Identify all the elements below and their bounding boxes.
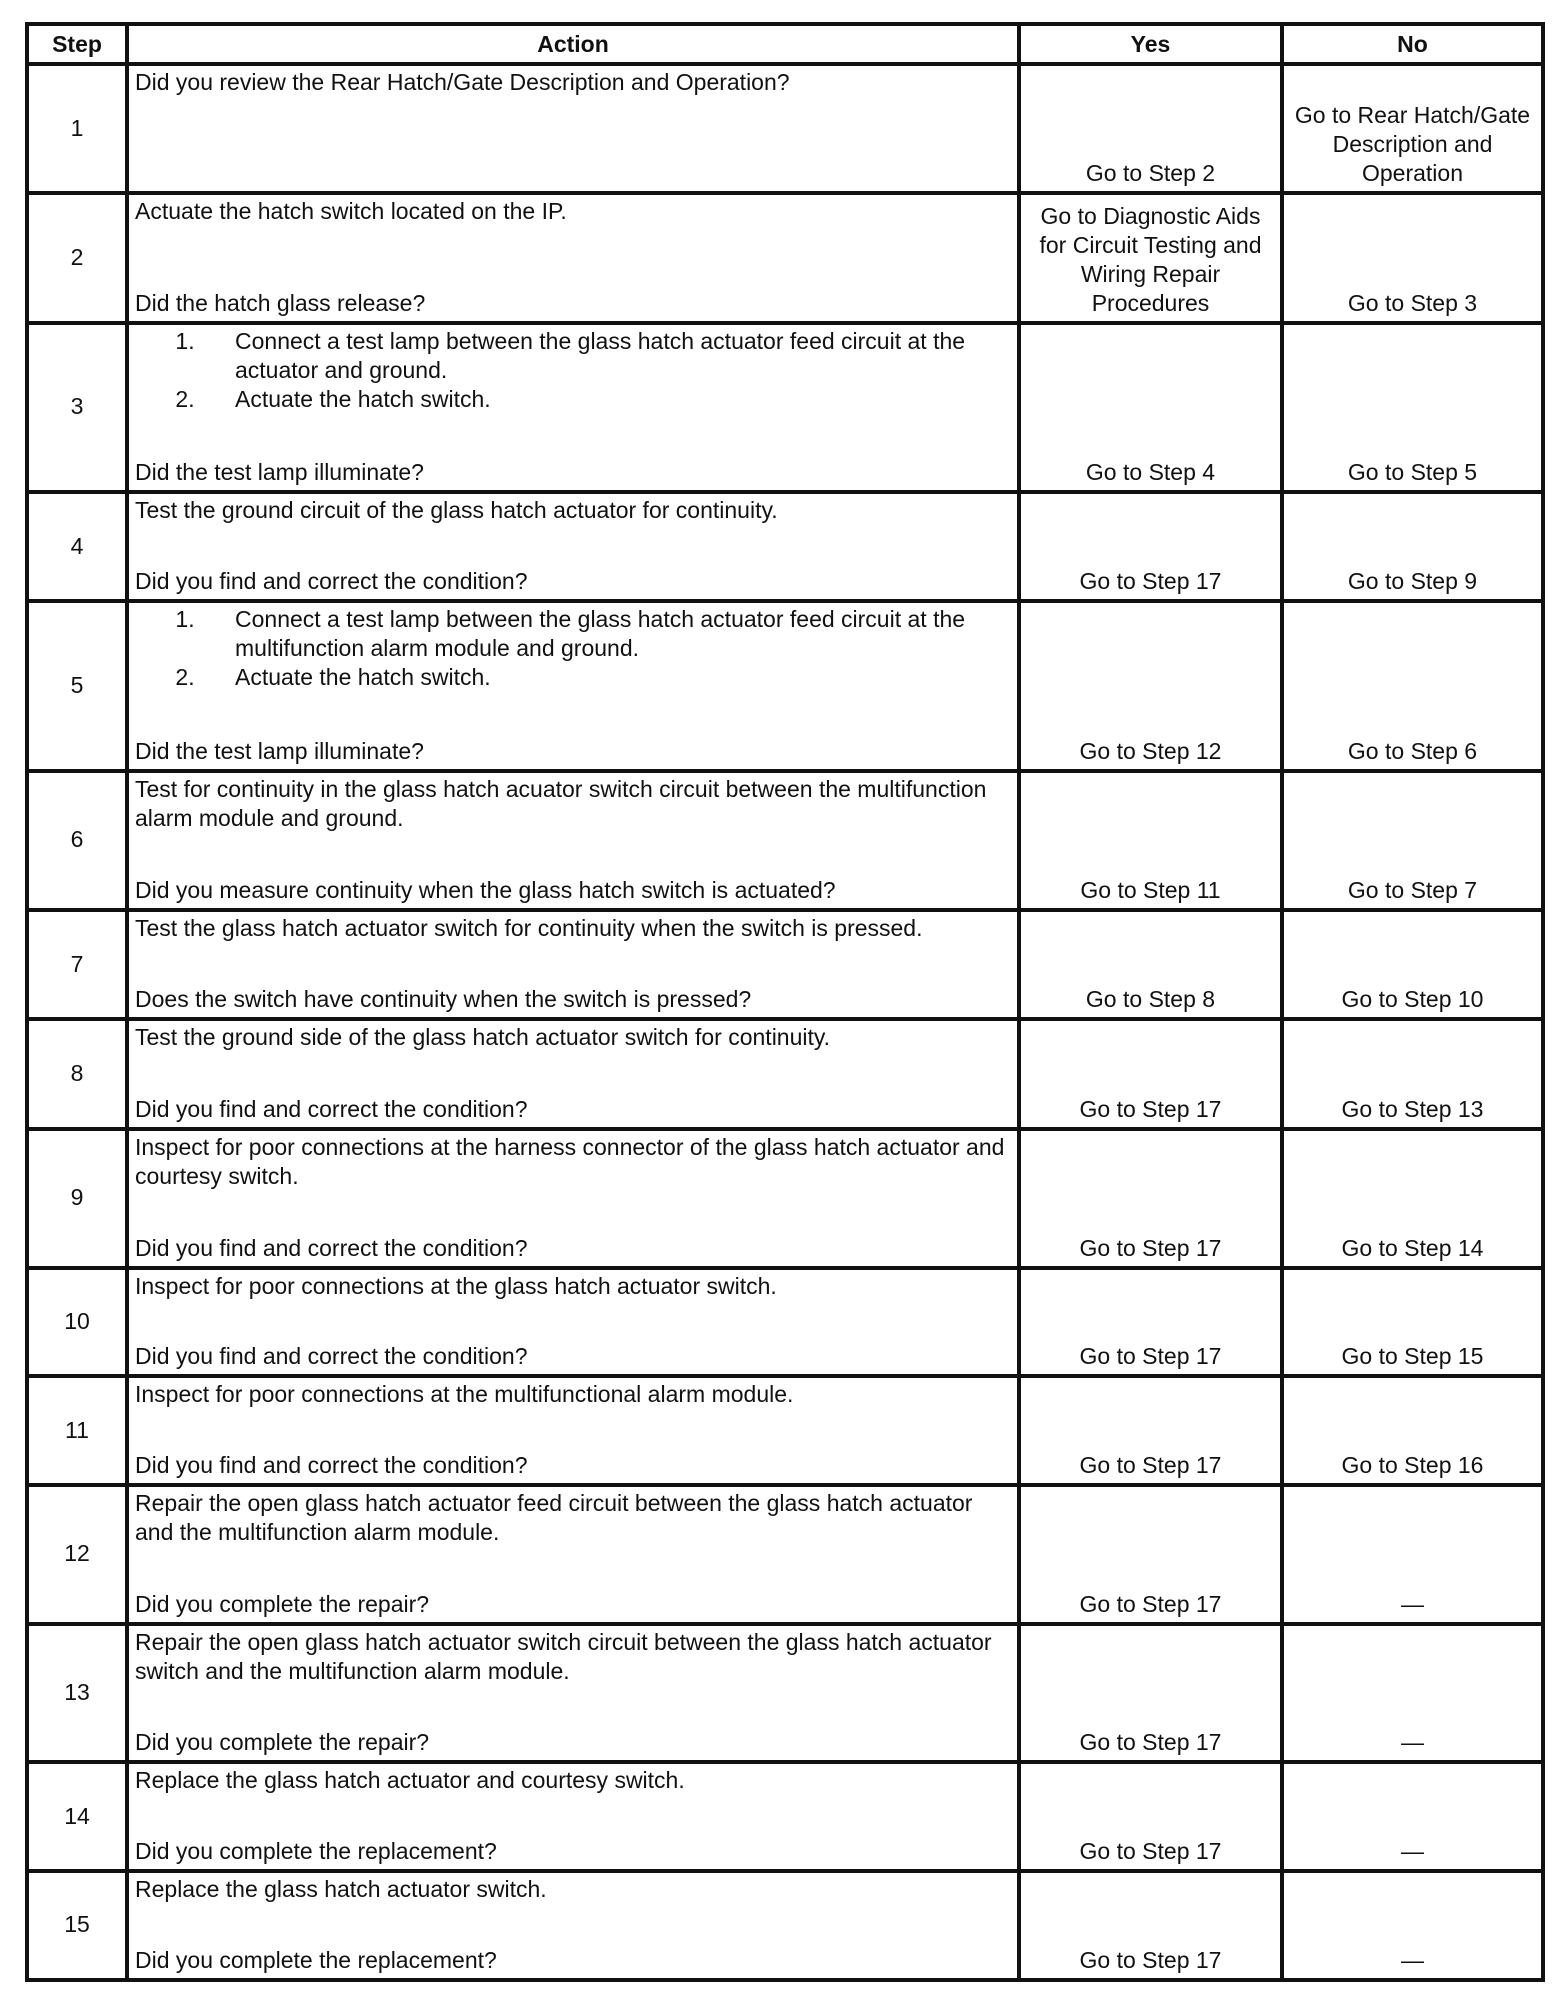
- table-row: [27, 1762, 1543, 1870]
- step-number: 5: [27, 601, 127, 770]
- table-row: [27, 492, 1543, 601]
- step-number: 7: [27, 910, 127, 1019]
- action-instruction: Inspect for poor connections at the multifunctional alarm module.: [135, 1381, 794, 1408]
- action-cell: [127, 1485, 1019, 1624]
- action-question: Did you find and correct the condition?: [135, 1343, 528, 1370]
- table-row: [27, 64, 1543, 193]
- action-cell: [127, 193, 1019, 322]
- action-question: Did you measure continuity when the glass hatch switch is actuated?: [135, 877, 836, 904]
- action-step-item: 2. Actuate the hatch switch.: [201, 385, 1011, 414]
- step-number: 6: [27, 771, 127, 910]
- step-number: 2: [27, 193, 127, 322]
- action-content: [135, 197, 1011, 317]
- step-number: 13: [27, 1624, 127, 1762]
- no-result: —: [1282, 1624, 1543, 1762]
- action-instruction: Test for continuity in the glass hatch acuator switch circuit between the multifunction alarm module and ground.: [135, 775, 987, 831]
- action-question: Did the test lamp illuminate?: [135, 737, 424, 764]
- action-cell: [127, 64, 1019, 193]
- yes-result: Go to Step 17: [1019, 1485, 1282, 1624]
- action-step-item: 1. Connect a test lamp between the glass hatch actuator feed circuit at the actuator and ground.: [201, 327, 1011, 385]
- yes-result: Go to Step 8: [1019, 910, 1282, 1019]
- step-number: 15: [27, 1871, 127, 1980]
- no-result: Go to Rear Hatch/Gate Description and Operation: [1282, 64, 1543, 193]
- action-content: [135, 1023, 1011, 1123]
- yes-result: Go to Step 17: [1019, 1268, 1282, 1376]
- table-row: [27, 1485, 1543, 1624]
- action-cell: [127, 1376, 1019, 1484]
- no-result: Go to Step 14: [1282, 1129, 1543, 1268]
- action-instruction: Repair the open glass hatch actuator switch circuit between the glass hatch actuator switch and the multifunction alarm module.: [135, 1629, 992, 1685]
- action-question: Did you complete the repair?: [135, 1591, 430, 1618]
- action-question: Does the switch have continuity when the switch is pressed?: [135, 986, 752, 1013]
- header-no: No: [1282, 24, 1543, 64]
- action-instruction: Test the glass hatch actuator switch for continuity when the switch is pressed.: [135, 915, 923, 942]
- yes-result: Go to Step 17: [1019, 1871, 1282, 1980]
- yes-result: Go to Step 17: [1019, 1762, 1282, 1870]
- yes-result: Go to Step 17: [1019, 1376, 1282, 1484]
- step-number: 3: [27, 323, 127, 492]
- table-row: [27, 910, 1543, 1019]
- no-result: —: [1282, 1485, 1543, 1624]
- no-result: Go to Step 9: [1282, 492, 1543, 601]
- action-content: [135, 1489, 1011, 1619]
- action-cell: [127, 601, 1019, 770]
- yes-result: Go to Step 17: [1019, 1129, 1282, 1268]
- action-question: Did you review the Rear Hatch/Gate Description and Operation?: [135, 69, 790, 95]
- table-row: [27, 1871, 1543, 1980]
- yes-result: Go to Diagnostic Aids for Circuit Testing and Wiring Repair Procedures: [1019, 193, 1282, 322]
- action-content: [135, 605, 1011, 765]
- step-number: 11: [27, 1376, 127, 1484]
- no-result: Go to Step 10: [1282, 910, 1543, 1019]
- action-content: [135, 1272, 1011, 1371]
- header-yes: Yes: [1019, 24, 1282, 64]
- yes-result: Go to Step 12: [1019, 601, 1282, 770]
- action-instruction: Actuate the hatch switch located on the IP.: [135, 198, 567, 225]
- diagnostic-table: [25, 22, 1545, 1982]
- yes-result: Go to Step 4: [1019, 323, 1282, 492]
- yes-result: Go to Step 17: [1019, 1019, 1282, 1128]
- table-body: [27, 64, 1543, 1980]
- yes-result: Go to Step 2: [1019, 64, 1282, 193]
- no-result: Go to Step 7: [1282, 771, 1543, 910]
- action-cell: [127, 910, 1019, 1019]
- action-cell: [127, 1624, 1019, 1762]
- action-instruction: Repair the open glass hatch actuator feed circuit between the glass hatch actuator and the multifunction alarm module.: [135, 1489, 973, 1545]
- action-step-item: 2. Actuate the hatch switch.: [201, 663, 1011, 692]
- action-instruction: Inspect for poor connections at the glass hatch actuator switch.: [135, 1273, 777, 1300]
- action-question: Did you find and correct the condition?: [135, 1095, 528, 1122]
- yes-result: Go to Step 17: [1019, 492, 1282, 601]
- action-question: Did you complete the replacement?: [135, 1837, 497, 1864]
- step-number: 1: [27, 64, 127, 193]
- action-cell: [127, 1268, 1019, 1376]
- action-instruction: Test the ground side of the glass hatch actuator switch for continuity.: [135, 1024, 831, 1051]
- table-row: [27, 1019, 1543, 1128]
- action-instruction: Test the ground circuit of the glass hatch actuator for continuity.: [135, 497, 778, 524]
- action-content: [135, 1133, 1011, 1263]
- no-result: —: [1282, 1871, 1543, 1980]
- action-cell: [127, 323, 1019, 492]
- action-instruction: Replace the glass hatch actuator switch.: [135, 1875, 547, 1902]
- no-result: Go to Step 5: [1282, 323, 1543, 492]
- no-result: —: [1282, 1762, 1543, 1870]
- action-question: Did you complete the repair?: [135, 1729, 430, 1756]
- no-result: Go to Step 6: [1282, 601, 1543, 770]
- action-cell: [127, 771, 1019, 910]
- action-question: Did the test lamp illuminate?: [135, 459, 424, 486]
- step-number: 12: [27, 1485, 127, 1624]
- action-content: [135, 1766, 1011, 1865]
- action-step-item: 1. Connect a test lamp between the glass hatch actuator feed circuit at the multifunction alarm module and ground.: [201, 605, 1011, 663]
- action-instruction: Replace the glass hatch actuator and courtesy switch.: [135, 1767, 685, 1794]
- action-cell: [127, 1871, 1019, 1980]
- table-row: [27, 1376, 1543, 1484]
- action-content: [135, 914, 1011, 1014]
- header-step: Step: [27, 24, 127, 64]
- action-content: [135, 1875, 1011, 1975]
- yes-result: Go to Step 11: [1019, 771, 1282, 910]
- action-cell: [127, 1762, 1019, 1870]
- table-row: [27, 323, 1543, 492]
- step-number: 10: [27, 1268, 127, 1376]
- step-number: 4: [27, 492, 127, 601]
- header-action: Action: [127, 24, 1019, 64]
- action-content: [135, 68, 1011, 188]
- header-row: [27, 24, 1543, 64]
- table-row: [27, 1129, 1543, 1268]
- table-row: [27, 193, 1543, 322]
- step-number: 14: [27, 1762, 127, 1870]
- action-question: Did you find and correct the condition?: [135, 1451, 528, 1478]
- action-cell: [127, 1019, 1019, 1128]
- step-number: 8: [27, 1019, 127, 1128]
- action-content: [135, 775, 1011, 905]
- action-content: [135, 1380, 1011, 1479]
- action-steps-list: [135, 605, 1011, 692]
- action-content: [135, 496, 1011, 596]
- action-cell: [127, 1129, 1019, 1268]
- action-instruction: Inspect for poor connections at the harness connector of the glass hatch actuator and courtesy switch.: [135, 1133, 1005, 1189]
- action-steps-list: [135, 327, 1011, 414]
- action-content: [135, 327, 1011, 487]
- table-row: [27, 1268, 1543, 1376]
- no-result: Go to Step 3: [1282, 193, 1543, 322]
- table-row: [27, 1624, 1543, 1762]
- action-content: [135, 1628, 1011, 1757]
- action-cell: [127, 492, 1019, 601]
- no-result: Go to Step 15: [1282, 1268, 1543, 1376]
- action-question: Did you find and correct the condition?: [135, 1235, 528, 1262]
- no-result: Go to Step 13: [1282, 1019, 1543, 1128]
- step-number: 9: [27, 1129, 127, 1268]
- action-question: Did you complete the replacement?: [135, 1947, 497, 1973]
- table-row: [27, 601, 1543, 770]
- no-result: Go to Step 16: [1282, 1376, 1543, 1484]
- table-row: [27, 771, 1543, 910]
- action-question: Did the hatch glass release?: [135, 289, 426, 316]
- yes-result: Go to Step 17: [1019, 1624, 1282, 1762]
- action-question: Did you find and correct the condition?: [135, 568, 528, 595]
